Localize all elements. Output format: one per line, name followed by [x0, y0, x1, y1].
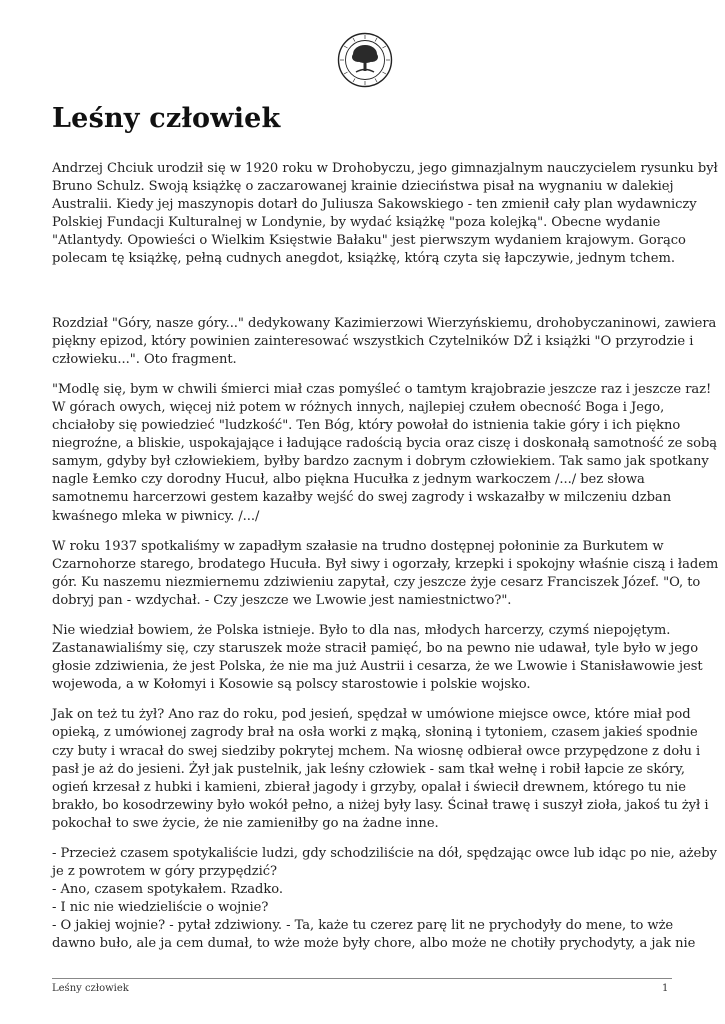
text-line: "Modlę się, bym w chwili śmierci miał czas pomyśleć o tamtym krajobrazie jeszcze raz i jeszcze raz!: [52, 381, 712, 397]
text-line: nagle Łemko czy dorodny Hucuł, albo piękna Hucułka z jednym warkoczem /.../ bez słowa: [52, 472, 645, 488]
article-body: [52, 160, 719, 954]
story-paragraph: [52, 706, 709, 833]
text-line: dawno buło, ale ja cem dumał, to wże może były chore, albo może ne chotiły prychodyty, a jak nie: [52, 936, 696, 952]
quote-paragraph: [52, 381, 718, 526]
text-line: ogień krzesał z hubki i kamieni, zbierał jagody i grzyby, opalał i świecił drewnem, którego tu nie: [52, 779, 686, 795]
dialogue-paragraph: [52, 845, 717, 954]
text-line: W roku 1937 spotkaliśmy w zapadłym szałasie na trudno dostępnej połoninie za Burkutem w: [52, 538, 664, 554]
text-line: Jak on też tu żył? Ano raz do roku, pod jesień, spędzał w umówione miejsce owce, które miał pod: [52, 707, 691, 723]
text-line: Nie wiedział bowiem, że Polska istnieje. Było to dla nas, młodych harcerzy, czymś niepojętym.: [52, 622, 671, 638]
text-line: chciałoby się powiedzieć "ludzkość". Ten Bóg, który powołał do istnienia takie góry i ich piękno: [52, 418, 681, 434]
story-paragraph: [52, 622, 703, 694]
text-line: - Przecież czasem spotykaliście ludzi, gdy schodziliście na dół, spędzając owce lub idąc po nie, ażeby: [52, 846, 717, 861]
text-line: Polskiej Fundacji Kulturalnej w Londynie, by wydać książkę "poza kolejką". Obecne wydanie: [52, 215, 661, 231]
text-line: opieką, z umówionej zagrody brał na osła worki z mąką, słoniną i tytoniem, czasem jakieś spodnie: [52, 725, 698, 741]
text-line: człowieku...". Oto fragment.: [52, 351, 237, 367]
text-line: dobryj pan - wzdychał. - Czy jeszcze we Lwowie jest namiestnictwo?".: [52, 592, 512, 608]
text-line: je z powrotem w góry przypędzić?: [52, 864, 277, 880]
text-line: piękny epizod, który powinien zainteresować wszystkich Czytelników DŻ i książki "O przyrodzie i: [52, 333, 694, 349]
text-line: Zastanawialiśmy się, czy staruszek może stracił pamięć, bo na pewno nie udawał, tyle było w jego: [52, 641, 699, 657]
text-line: niegroźne, a bliskie, uspokajające i ładujące radością bycia oraz ciszę i doskonałą samotność ze sobą: [52, 436, 718, 452]
text-line: pokochał to swe życie, że nie zamieniłby go na żadne inne.: [52, 815, 439, 831]
page-title: Leśny człowiek: [52, 103, 281, 134]
text-line: samotnemu harcerzowi gestem kazałby wejść do swej zagrody i wskazałby w milczeniu dzban: [52, 490, 672, 506]
text-line: wojewoda, a w Kołomyi i Kosowie są polscy starostowie i polskie wojsko.: [52, 677, 531, 693]
text-line: Bruno Schulz. Swoją książkę o zaczarowanej krainie dzieciństwa pisał na wygnaniu w dalekiej: [52, 179, 674, 195]
text-line: W górach owych, więcej niż potem w różnych innych, najlepiej czułem obecność Boga i Jego,: [52, 399, 665, 415]
text-line: głosie zdziwienia, że jest Polska, że nie ma już Austrii i cesarza, że we Lwowie i Stanisławowie jest: [52, 659, 703, 675]
footer-title: Leśny człowiek: [52, 983, 129, 994]
text-line: pasł je aż do jesieni. Żył jak pustelnik, jak leśny człowiek - sam tkał wełnę i robił łapcie ze skóry,: [52, 761, 685, 777]
tree-seal-logo-icon: [337, 32, 393, 88]
chapter-paragraph: [52, 315, 717, 369]
text-line: Czarnohorze starego, brodatego Hucuła. Był siwy i ogorzały, krzepki i spokojny właśnie ciszą i ładem: [52, 556, 719, 572]
text-line: Andrzej Chciuk urodził się w 1920 roku w Drohobyczu, jego gimnazjalnym nauczycielem rysunku był: [52, 161, 718, 176]
text-line: - O jakiej wojnie? - pytał zdziwiony. - Ta, każe tu czerez parę lit ne prychodyły do mene, to wże: [52, 918, 674, 934]
text-line: - I nic nie wiedzieliście o wojnie?: [52, 900, 269, 916]
footer-divider: [52, 978, 672, 979]
intro-paragraph: [52, 160, 718, 269]
text-line: "Atlantydy. Opowieści o Wielkim Księstwie Bałaku" jest pierwszym wydaniem krajowym. Gorąco: [52, 233, 686, 249]
text-line: samym, gdyby był człowiekiem, byłby bardzo zacnym i dobrym człowiekiem. Tak samo jak spotkany: [52, 454, 709, 470]
text-line: polecam tę książkę, pełną cudnych anegdot, książkę, którą czyta się łapczywie, jednym tchem.: [52, 251, 675, 267]
text-line: Australii. Kiedy jej maszynopis dotarł do Juliusza Sakowskiego - ten zmienił cały plan wydawniczy: [52, 197, 697, 213]
text-line: Rozdział "Góry, nasze góry..." dedykowany Kazimierzowi Wierzyńskiemu, drohobyczaninowi, zawiera: [52, 315, 717, 331]
text-line: kwaśnego mleka w piwnicy. /.../: [52, 508, 260, 524]
text-line: brakło, bo kosodrzewiny było wokół pełno, a niżej były lasy. Ścinał trawę i suszył zioła, jakoś tu żył i: [52, 797, 709, 813]
page-number: 1: [662, 983, 669, 994]
story-paragraph: [52, 538, 719, 610]
text-line: gór. Ku naszemu niezmiernemu zdziwieniu zapytał, czy jeszcze żyje cesarz Franciszek Józef. "O, to: [52, 574, 701, 590]
text-line: czy buty i wracał do swej siedziby pokrytej mchem. Na wiosnę odbierał owce przypędzone z dołu i: [52, 743, 701, 759]
text-line: - Ano, czasem spotykałem. Rzadko.: [52, 882, 283, 898]
